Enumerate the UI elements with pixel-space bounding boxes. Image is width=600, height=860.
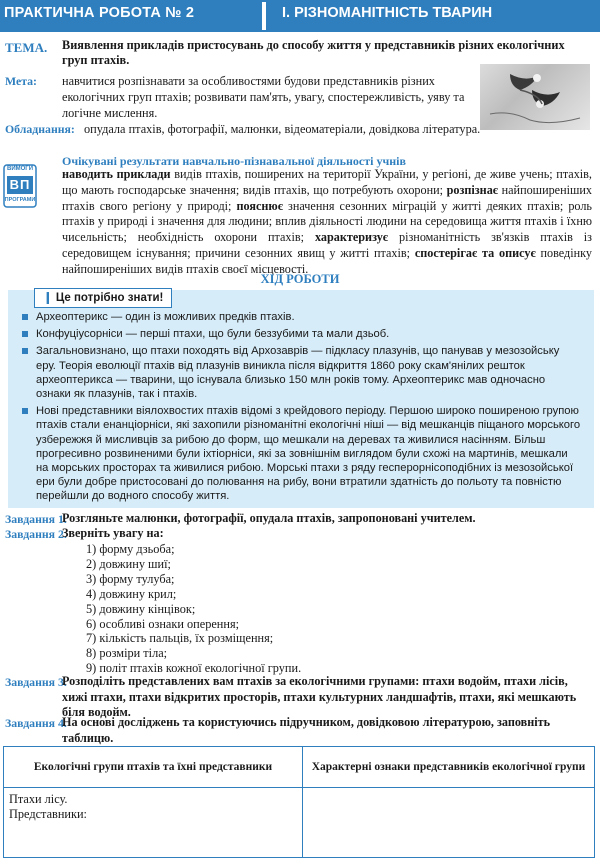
- verb-explains: пояснює: [236, 198, 283, 213]
- task-4-label: Завдання 4.: [5, 716, 67, 730]
- verb-observes: спостерігає та описує: [414, 245, 536, 260]
- list-item: 5) довжину кінцівок;: [86, 601, 196, 616]
- table-cell-features[interactable]: [303, 788, 595, 858]
- eagles-photo: [480, 64, 590, 130]
- verb-recognizes: розпізнає: [446, 182, 499, 197]
- task-1-label: Завдання 1.: [5, 512, 67, 526]
- list-item: Нові представники віялохвостих птахів відомі з крейдового періоду. Першою широко поширеною групою птахів стали енанціорніси, які захопили різноманітні екологічні ніші — від мешканців піщаного морського узбережжя й мисливців за рибою до форм, що мешкали на деревах та живилися насінням. Більш прогресивно розвиненими були іхтіорніси, які за зовнішнім виглядом були схожі на мартинів, мешкали на морських просторах та живилися рибою. Морські птахи з ряду гесперорнісоподібних із мезозойської ери були добре пристосовані до полювання на рибу, вони втратили здатність до польоту та повністю перейшли до водного способу життя.: [22, 404, 582, 503]
- table-cell-group[interactable]: [4, 788, 303, 858]
- procedure-heading: ХІД РОБОТИ: [260, 272, 340, 286]
- list-item: 8) розміри тіла;: [86, 646, 168, 661]
- expected-results-title: Очікувані результати навчально-пізнавальної діяльності учнів: [62, 154, 406, 168]
- list-item: 1) форму дзьоба;: [86, 542, 175, 556]
- forest-birds-label: Птахи лісу.: [9, 792, 68, 806]
- badge-bottom-text: ПРОГРАМИ: [4, 197, 36, 203]
- ecological-groups-table: [3, 746, 595, 858]
- goal-label: Мета:: [5, 74, 37, 88]
- tema-text: Виявлення прикладів пристосувань до способу життя у представників різних екологічних груп птахів.: [62, 38, 565, 67]
- section-title: І. РІЗНОМАНІТНІСТЬ ТВАРИН: [282, 5, 493, 21]
- list-item: Загальновизнано, що птахи походять від Архозаврів — підкласу плазунів, що панував у мезозойську еру. Теорія еволюції птахів від плазунів виникла після відкриття 1860 року скам'янілих решток археоптерикса — тварини, що існувала близько 150 млн років тому. Археоптерикс мав одночасно ознаки як плазунів, так і птахів.: [22, 344, 582, 401]
- equipment-text: опудала птахів, фотографії, малюнки, відеоматеріали, довідкова література.: [84, 122, 481, 136]
- list-item: Конфуціусорнiси — перші птахи, що були беззубими та мали дзьоб.: [22, 327, 582, 341]
- list-item: 4) довжину крил;: [86, 586, 177, 601]
- verb-characterizes: характеризує: [314, 230, 389, 245]
- header-divider: [262, 2, 266, 30]
- attention-list: [86, 542, 301, 676]
- task-3-label: Завдання 3.: [5, 675, 67, 689]
- task-2-label: Завдання 2.: [5, 527, 67, 541]
- list-item: Археоптерикс — один із можливих предків птахів.: [22, 310, 582, 324]
- representatives-label: Представники:: [9, 807, 87, 821]
- task-3-text: Розподіліть представлених вам птахів за екологічними групами: птахи водойм, птахи лісів, хижі птахи, птахи відкритих просторів, птахи культурних ландшафтів, птахи, які мешкають біля водойм.: [62, 674, 577, 720]
- column-header-features: Характерні ознаки представників екологічної групи: [303, 747, 595, 788]
- list-item: 2) довжину шиї;: [86, 556, 171, 571]
- list-item: 6) особливі ознаки оперення;: [86, 616, 240, 631]
- equipment-label: Обладнання:: [5, 122, 75, 136]
- task-2-text: Зверніть увагу на:: [62, 526, 164, 540]
- column-header-groups: Екологічні групи птахів та їхні представники: [4, 747, 303, 788]
- work-title: ПРАКТИЧНА РОБОТА № 2: [4, 5, 195, 21]
- list-item: 7) кількість пальців, їх розміщення;: [86, 631, 274, 646]
- eagles-illustration: [480, 64, 590, 130]
- need-to-know-list: [22, 310, 582, 507]
- badge-top-text: ВИМОГИ: [6, 166, 34, 172]
- badge-letters: ВП: [9, 177, 31, 192]
- tema-label: ТЕМА.: [5, 40, 48, 55]
- exclamation-icon: ❙: [43, 292, 53, 304]
- verb-cites: наводить приклади: [62, 167, 171, 181]
- program-requirements-badge: [3, 164, 37, 208]
- list-item: 3) форму тулуба;: [86, 571, 175, 586]
- expected-results-text: наводить приклади видів птахів, поширених на території України, у регіоні, де живе учень; птахів, що мають господарське значення; видів птахів, що потребують охорони; розпізнає найпоширеніших птахів свого регіону у природі; пояснює значення сезонних міграцій у житті деяких птахів; роль птахів у природі і значення для людини; вплив діяльності людини на середовища життя птахів і їхню чисельність; необхідність охорони птахів; характеризує різноманітність зв'язків птахів із середовищем існування; причини сезонних явищ у житті птахів; спостерігає та описує поведінку найпоширеніших видів птахів своєї місцевості.: [62, 167, 593, 276]
- list-item: 9) політ птахів кожної екологічної групи.: [86, 661, 302, 676]
- task-1-text: Розгляньте малюнки, фотографії, опудала птахів, запропоновані учителем.: [62, 511, 476, 525]
- task-4-text: На основі досліджень та користуючись підручником, довідковою літературою, заповніть таблицю.: [62, 715, 551, 745]
- need-to-know-title: ❙ Це потрібно знати!: [34, 288, 172, 308]
- goal-text: навчитися розпізнавати за особливостями будови представників різних екологічних груп птахів; розвивати пам'ять, увагу, спостережливість, уяву та логічне мислення.: [62, 74, 465, 120]
- page-header: [0, 0, 600, 32]
